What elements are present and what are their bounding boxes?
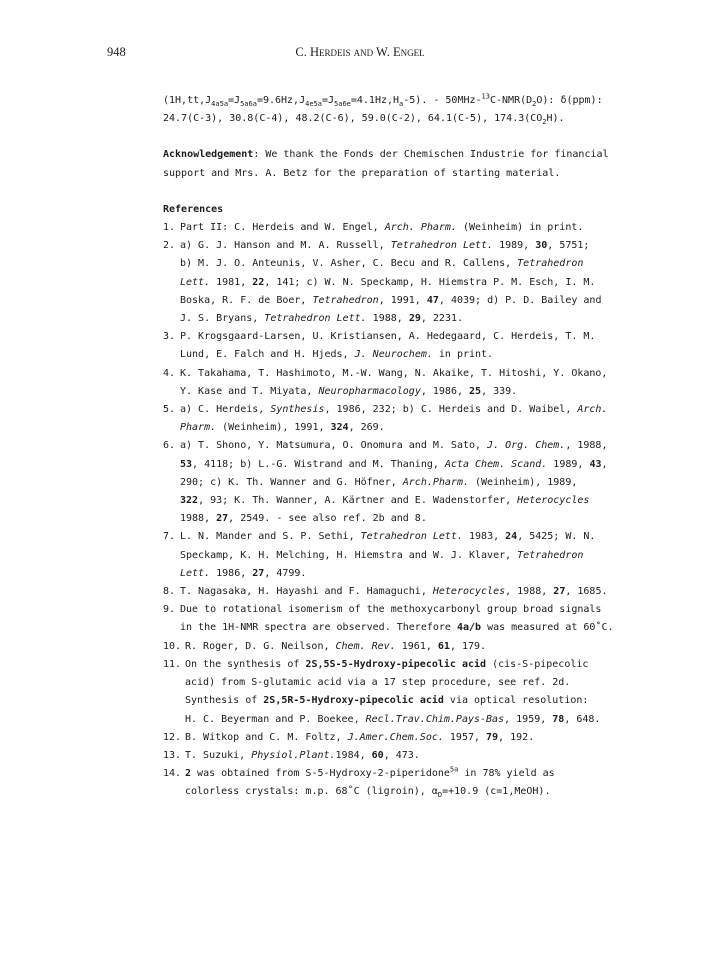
page-body <box>163 92 633 802</box>
page-header <box>0 45 720 65</box>
reference-item: 4. K. Takahama, T. Hashimoto, M.-W. Wang, N. Akaike, T. Hitoshi, Y. Okano, Y. Kase and T. Miyata, Neuropharmacology, 1986, 25, 339. <box>163 367 608 397</box>
acknowledgement-heading: Acknowledgement <box>163 149 254 161</box>
acknowledgement-paragraph: Acknowledgement: We thank the Fonds der Chemischen Industrie for financial support and Mrs. A. Betz for the preparation of starting material. <box>163 149 609 179</box>
reference-item: 3. P. Krogsgaard-Larsen, U. Kristiansen, A. Hedegaard, C. Herdeis, T. M. Lund, E. Falch and H. Hjeds, J. Neurochem. in print. <box>163 331 596 361</box>
nmr-data-paragraph <box>163 92 633 128</box>
reference-item: 1. Part II: C. Herdeis and W. Engel, Arch. Pharm. (Weinheim) in print. <box>163 222 584 234</box>
references-heading: References <box>163 203 224 215</box>
reference-item: 13. T. Suzuki, Physiol.Plant.1984, 60, 473. <box>163 749 420 761</box>
reference-item: 10. R. Roger, D. G. Neilson, Chem. Rev. 1961, 61, 179. <box>163 640 487 652</box>
reference-item: 6. a) T. Shono, Y. Matsumura, O. Onomura and M. Sato, J. Org. Chem., 1988, 53, 4118; b) L.-G. Wistrand and M. Thaning, Acta Chem. Scand. 1989, 43, 290; c) K. Th. Wanner and G. Höfner, Arch.Pharm. (Weinheim), 1989, 322, 93; K. Th. Wanner, A. Kärtner and E. Wadenstorfer, Heterocycles 1988, 27, 2549. - see also ref. 2b and 8. <box>163 440 608 525</box>
nmr-line: $(1H,tt,J_{4a5a}=J_{5a6a}=9.6Hz,J_{4e5a}=J_{5a6e}=4.1Hz,H_a-5)$. - $50MHz-^{13}C-NMR(D_2O)$: δ(ppm): <box>163 92 603 108</box>
page-number: 948 <box>107 45 126 59</box>
reference-item: 9. Due to rotational isomerism of the methoxycarbonyl group broad signals in the 1H-NMR spectra are observed. Therefore 4a/b was measured at 60˚C. <box>163 604 614 634</box>
reference-item: 8. T. Nagasaka, H. Hayashi and F. Hamaguchi, Heterocycles, 1988, 27, 1685. <box>163 586 608 598</box>
reference-item: 2. a) G. J. Hanson and M. A. Russell, Tetrahedron Lett. 1989, 30, 5751; b) M. J. O. Anteunis, V. Asher, C. Becu and R. Callens, Tetrahedron Lett. 1981, 22, 141; c) W. N. Speckamp, H. Hiemstra P. M. Esch, I. M. Boska, R. F. de Boer, Tetrahedron, 1991, 47, 4039; d) P. D. Bailey and J. S. Bryans, Tetrahedron Lett. 1988, 29, 2231. <box>163 240 602 325</box>
reference-item: 12. B. Witkop and C. M. Foltz, J.Amer.Chem.Soc. 1957, 79, 192. <box>163 731 535 743</box>
reference-item: 14. 2 was obtained from S-5-Hydroxy-2-piperidone$^{5a}$ in 78% yield as colorless crystals: m.p. 68˚C (ligroin), $\alpha_D=+10.9$ (c=1,MeOH). <box>163 765 555 800</box>
nmr-line: 24.7(C-3), 30.8(C-4), 48.2(C-6), 59.0(C-2), 64.1(C-5), $174.3(CO_2H)$. <box>163 113 565 127</box>
running-title: C. Herdeis and W. Engel <box>295 45 425 59</box>
reference-item: 5. a) C. Herdeis, Synthesis, 1986, 232; b) C. Herdeis and D. Waibel, Arch. Pharm. (Weinheim), 1991, 324, 269. <box>163 404 608 434</box>
reference-item: 7. L. N. Mander and S. P. Sethi, Tetrahedron Lett. 1983, 24, 5425; W. N. Speckamp, K. H. Melching, H. Hiemstra and W. J. Klaver, Tetrahedron Lett. 1986, 27, 4799. <box>163 531 596 579</box>
reference-item: 11. On the synthesis of 2S,5S-5-Hydroxy-pipecolic acid (cis-S-pipecolic acid) from S-glutamic acid via a 17 step procedure, see ref. 2d. Synthesis of 2S,5R-5-Hydroxy-pipecolic acid via optical resolution: H. C. Beyerman and P. Boekee, Recl.Trav.Chim.Pays-Bas, 1959, 78, 648. <box>163 658 601 725</box>
